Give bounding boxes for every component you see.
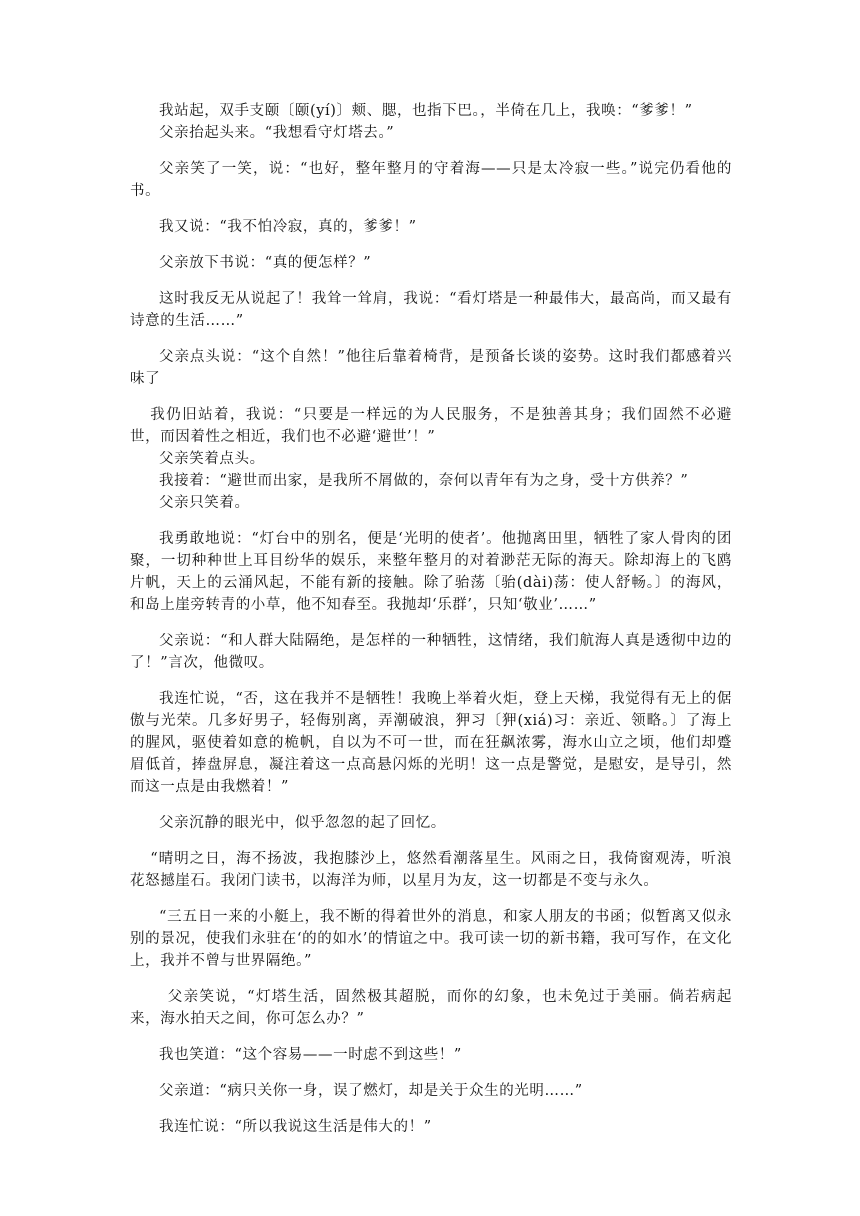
paragraph-21: 我连忙说：“所以我说这生活是伟大的！” xyxy=(159,1119,432,1135)
paragraph-14: 我连忙说，“否，这在我并不是牺牲！我晚上举着火炬，登上天梯，我觉得有无上的倨傲与光荣。几多好男子，轻侮别离，弄潮破浪，狎习〔狎(xiá)习：亲近、领略。〕了海上的腥风，驱使着如意的桅帆，自以为不可一世，而在狂飙浓雾，海水山立之顷，他们却蹙眉低首，捧盘屏息，凝注着这一点高悬闪烁的光明！这一点是警觉，是慰安，是导引，然而这一点是由我燃着！” xyxy=(130,691,732,795)
paragraph-15: 父亲沉静的眼光中，似乎忽忽的起了回忆。 xyxy=(159,815,446,831)
paragraph-8: 我仍旧站着，我说：“只要是一样远的为人民服务，不是独善其身；我们固然不必避世，而因着性之相近，我们也不必避‘避世’！” xyxy=(130,407,732,445)
paragraph-5: 父亲放下书说：“真的便怎样？” xyxy=(159,255,372,271)
paragraph-9: 父亲笑着点头。 xyxy=(159,451,265,467)
paragraph-13: 父亲说：“和人群大陆隔绝，是怎样的一种牺牲，这情绪，我们航海人真是透彻中边的了！”言次，他微叹。 xyxy=(130,633,732,671)
paragraph-3: 父亲笑了一笑，说：“也好，整年整月的守着海——只是太冷寂一些。”说完仍看他的书。 xyxy=(130,161,732,199)
paragraph-4: 我又说：“我不怕冷寂，真的，爹爹！” xyxy=(159,219,417,235)
paragraph-16: “晴明之日，海不扬波，我抱膝沙上，悠然看潮落星生。风雨之日，我倚窗观涛，听浪花怒撼崖石。我闭门读书，以海洋为师，以星月为友，这一切都是不变与永久。 xyxy=(130,851,732,889)
paragraph-19: 我也笑道：“这个容易——一时虑不到这些！” xyxy=(159,1047,462,1063)
paragraph-1: 我站起，双手支颐〔颐(yí)〕颊、腮，也指下巴。，半倚在几上，我唤：“爹爹！” xyxy=(159,103,693,119)
paragraph-2: 父亲抬起头来。“我想看守灯塔去。” xyxy=(159,125,395,141)
paragraph-7: 父亲点头说：“这个自然！”他往后靠着椅背，是预备长谈的姿势。这时我们都感着兴味了 xyxy=(130,349,732,387)
paragraph-20: 父亲道：“病只关你一身，误了燃灯，却是关于众生的光明……” xyxy=(159,1083,583,1099)
document-body xyxy=(130,100,732,1138)
paragraph-17: “三五日一来的小艇上，我不断的得着世外的消息，和家人朋友的书函；似暂离又似永别的景况，使我们永驻在‘的的如水’的情谊之中。我可读一切的新书籍，我可写作，在文化上，我并不曾与世界隔绝。” xyxy=(130,909,732,969)
paragraph-6: 这时我反无从说起了！我耸一耸肩，我说：“看灯塔是一种最伟大，最高尚，而又最有诗意的生活……” xyxy=(130,291,732,329)
paragraph-10: 我接着：“避世而出家，是我所不屑做的，奈何以青年有为之身，受十方供养？” xyxy=(159,473,689,489)
paragraph-12: 我勇敢地说：“灯台中的别名，便是‘光明的使者’。他抛离田里，牺牲了家人骨肉的团聚，一切种种世上耳目纷华的娱乐，来整年整月的对着渺茫无际的海天。除却海上的飞鸥片帆，天上的云涌风起，不能有新的接触。除了骀荡〔骀(dài)荡：使人舒畅。〕的海风，和岛上崖旁转青的小草，他不知春至。我抛却‘乐群’，只知‘敬业’……” xyxy=(130,531,732,613)
paragraph-18: 父亲笑说，“灯塔生活，固然极其超脱，而你的幻象，也未免过于美丽。倘若病起来，海水拍天之间，你可怎么办？” xyxy=(130,989,732,1027)
paragraph-11: 父亲只笑着。 xyxy=(159,495,250,511)
